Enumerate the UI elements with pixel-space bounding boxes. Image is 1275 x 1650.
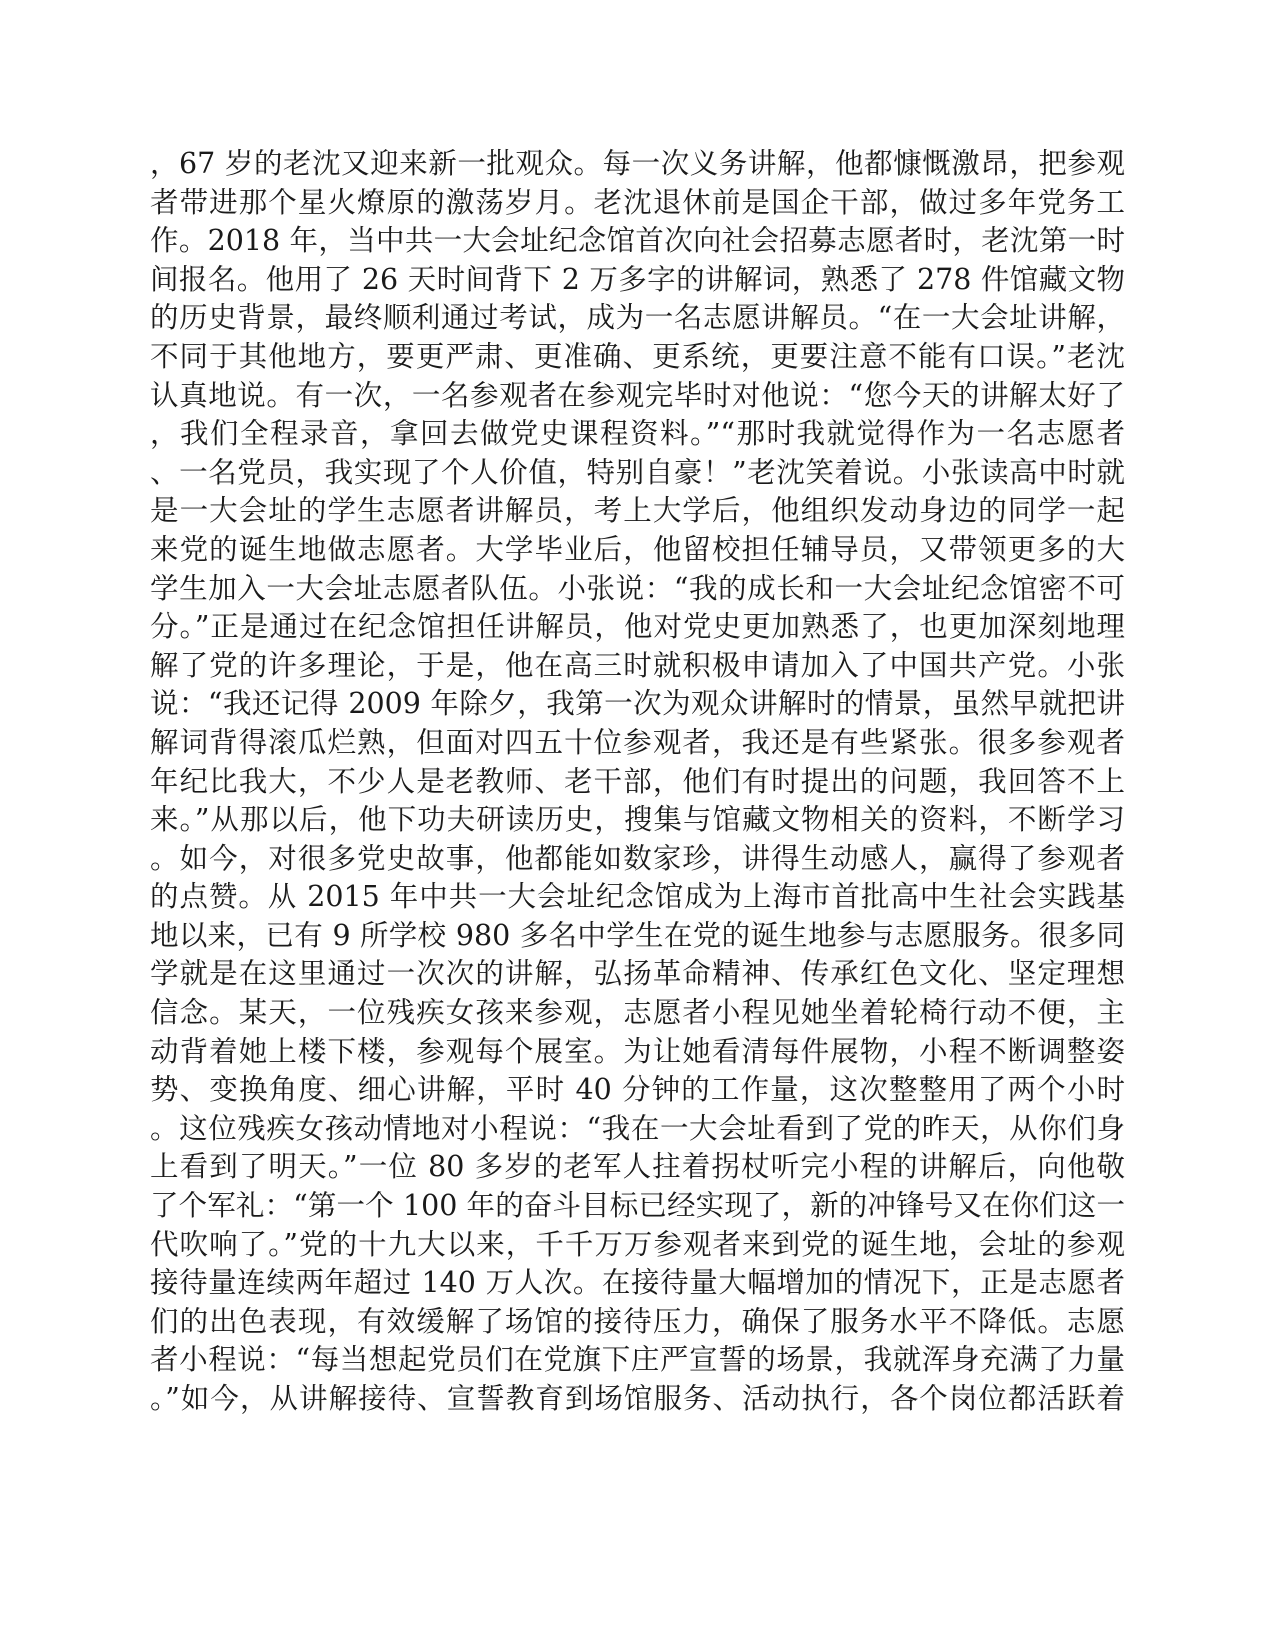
text-line: 动背着她上楼下楼，参观每个展室。为让她看清每件展物，小程不断调整姿 — [150, 1034, 1125, 1068]
text-line: 来党的诞生地做志愿者。大学毕业后，他留校担任辅导员，又带领更多的大 — [150, 532, 1125, 566]
text-line: 学就是在这里通过一次次的讲解，弘扬革命精神、传承红色文化、坚定理想 — [150, 957, 1125, 991]
text-line: 不同于其他地方，要更严肃、更准确、更系统，更要注意不能有口误。”老沈 — [150, 339, 1125, 373]
text-line: 解词背得滚瓜烂熟，但面对四五十位参观者，我还是有些紧张。很多参观者 — [150, 725, 1125, 759]
text-line: 了个军礼：“第一个 100 年的奋斗目标已经实现了，新的冲锋号又在你们这一 — [150, 1189, 1125, 1223]
text-line: 。如今，对很多党史故事，他都能如数家珍，讲得生动感人，赢得了参观者 — [150, 841, 1125, 875]
text-line: 作。2018 年，当中共一大会址纪念馆首次向社会招募志愿者时，老沈第一时 — [150, 224, 1125, 258]
text-line: 是一大会址的学生志愿者讲解员，考上大学后，他组织发动身边的同学一起 — [150, 494, 1125, 528]
text-line: 者小程说：“每当想起党员们在党旗下庄严宣誓的场景，我就浑身充满了力量 — [150, 1343, 1125, 1377]
text-line: 解了党的许多理论，于是，他在高三时就积极申请加入了中国共产党。小张 — [150, 648, 1125, 682]
text-line: 地以来，已有 9 所学校 980 多名中学生在党的诞生地参与志愿服务。很多同 — [150, 918, 1125, 952]
text-line: ，我们全程录音，拿回去做党史课程资料。”“那时我就觉得作为一名志愿者 — [150, 417, 1125, 451]
text-line: 分。”正是通过在纪念馆担任讲解员，他对党史更加熟悉了，也更加深刻地理 — [150, 610, 1125, 644]
text-line: 。这位残疾女孩动情地对小程说：“我在一大会址看到了党的昨天，从你们身 — [150, 1111, 1125, 1145]
text-line: ，67 岁的老沈又迎来新一批观众。每一次义务讲解，他都慷慨激昂，把参观 — [150, 147, 1125, 180]
text-line: 代吹响了。”党的十九大以来，千千万万参观者来到党的诞生地，会址的参观 — [150, 1227, 1125, 1261]
text-line: 势、变换角度、细心讲解，平时 40 分钟的工作量，这次整整用了两个小时 — [150, 1073, 1125, 1107]
text-line: 的点赞。从 2015 年中共一大会址纪念馆成为上海市首批高中生社会实践基 — [150, 880, 1125, 914]
text-line: 们的出色表现，有效缓解了场馆的接待压力，确保了服务水平不降低。志愿 — [150, 1304, 1125, 1338]
text-line: 说：“我还记得 2009 年除夕，我第一次为观众讲解时的情景，虽然早就把讲 — [150, 687, 1125, 721]
body-text — [150, 145, 1125, 1419]
text-line: 。”如今，从讲解接待、宣誓教育到场馆服务、活动执行，各个岗位都活跃着 — [150, 1382, 1125, 1415]
text-line: 来。”从那以后，他下功夫研读历史，搜集与馆藏文物相关的资料，不断学习 — [150, 803, 1125, 837]
text-line: 信念。某天，一位残疾女孩来参观，志愿者小程见她坐着轮椅行动不便，主 — [150, 996, 1125, 1030]
text-line: 年纪比我大，不少人是老教师、老干部，他们有时提出的问题，我回答不上 — [150, 764, 1125, 798]
text-line: 上看到了明天。”一位 80 多岁的老军人拄着拐杖听完小程的讲解后，向他敬 — [150, 1150, 1125, 1184]
text-line: 的历史背景，最终顺利通过考试，成为一名志愿讲解员。“在一大会址讲解， — [150, 301, 1125, 335]
text-line: 、一名党员，我实现了个人价值，特别自豪！”老沈笑着说。小张读高中时就 — [150, 455, 1125, 489]
text-line: 学生加入一大会址志愿者队伍。小张说：“我的成长和一大会址纪念馆密不可 — [150, 571, 1125, 605]
text-line: 者带进那个星火燎原的激荡岁月。老沈退休前是国企干部，做过多年党务工 — [150, 185, 1125, 219]
text-line: 认真地说。有一次，一名参观者在参观完毕时对他说：“您今天的讲解太好了 — [150, 378, 1125, 412]
text-line: 间报名。他用了 26 天时间背下 2 万多字的讲解词，熟悉了 278 件馆藏文物 — [150, 262, 1125, 296]
text-line: 接待量连续两年超过 140 万人次。在接待量大幅增加的情况下，正是志愿者 — [150, 1266, 1125, 1300]
